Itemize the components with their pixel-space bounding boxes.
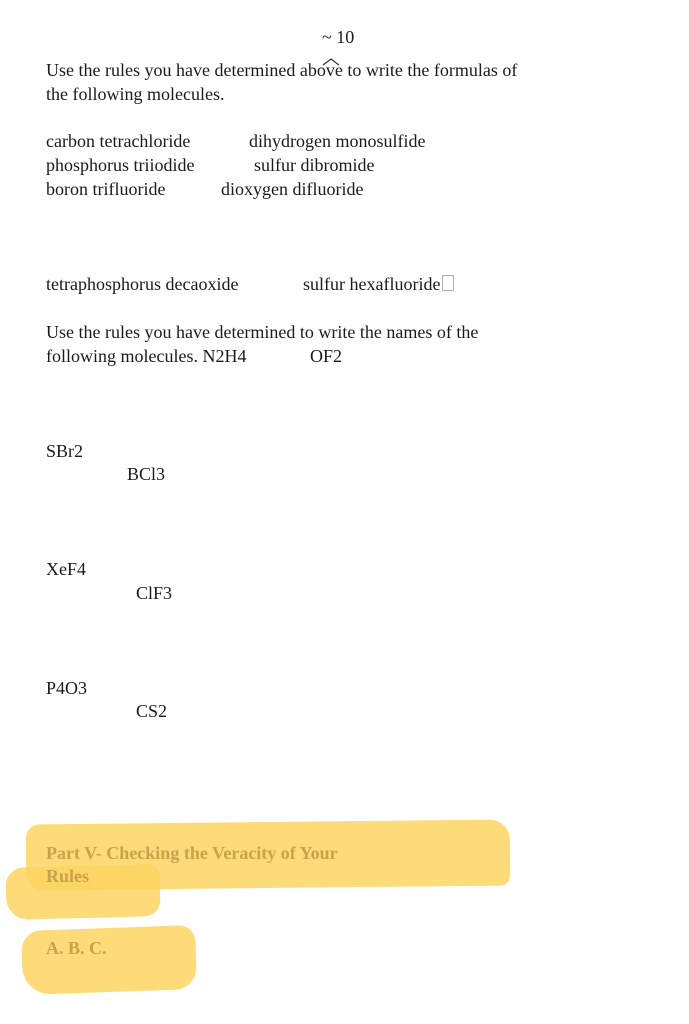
molecule-name-text: sulfur hexafluoride <box>303 274 441 294</box>
formulas-instruction-line-1: Use the rules you have determined above to write the formulas of <box>46 60 518 80</box>
formula-item: SBr2 <box>46 441 84 461</box>
molecule-name-item: boron trifluoride <box>46 179 166 199</box>
page-number: ~ 10 <box>322 27 355 47</box>
names-instruction-line-2: following molecules. N2H4 <box>46 346 247 366</box>
names-instruction-line-1: Use the rules you have determined to write the names of the <box>46 322 479 342</box>
formula-item: CS2 <box>136 701 168 721</box>
molecule-name-item: dihydrogen monosulfide <box>249 131 426 151</box>
missing-glyph-icon <box>442 275 454 291</box>
formula-item: P4O3 <box>46 678 88 698</box>
formula-item: XeF4 <box>46 559 86 579</box>
part-v-heading-line-2: Rules <box>46 866 90 886</box>
highlight-mark <box>21 925 197 995</box>
formula-item: OF2 <box>310 346 343 366</box>
molecule-name-item: phosphorus triiodide <box>46 155 195 175</box>
part-v-subheading: A. B. C. <box>46 938 107 958</box>
formula-item: ClF3 <box>136 583 173 603</box>
molecule-name-item: dioxygen difluoride <box>221 179 364 199</box>
molecule-name-item <box>303 273 454 296</box>
molecule-name-item: sulfur dibromide <box>254 155 375 175</box>
formulas-instruction-line-2: the following molecules. <box>46 84 225 104</box>
formula-item: BCl3 <box>127 464 166 484</box>
molecule-name-item: carbon tetrachloride <box>46 131 191 151</box>
molecule-name-item: tetraphosphorus decaoxide <box>46 274 239 294</box>
part-v-heading-line-1: Part V- Checking the Veracity of Your <box>46 843 338 863</box>
